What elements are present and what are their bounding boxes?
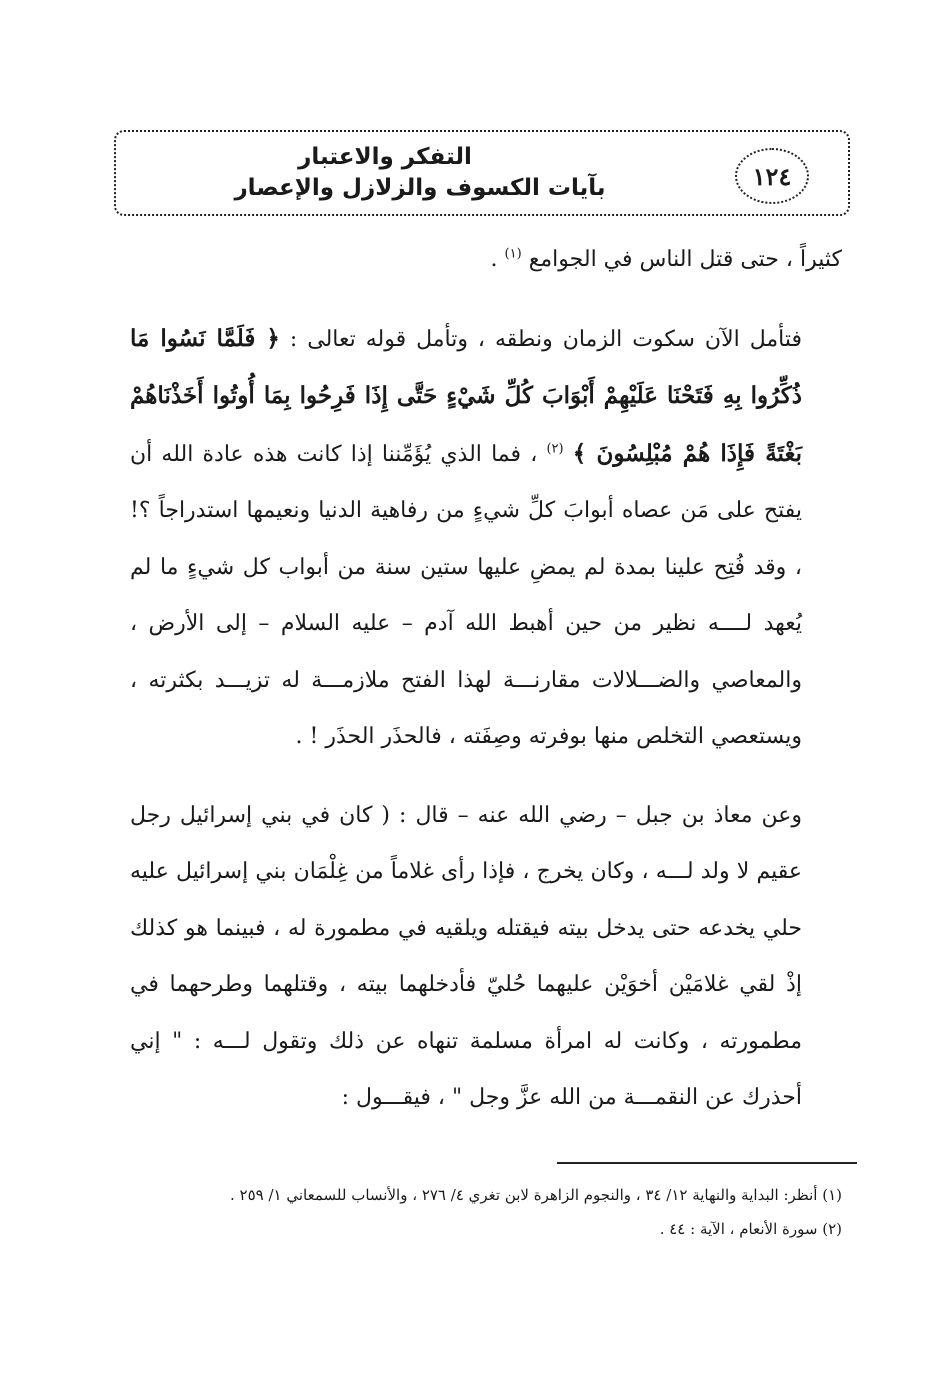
page-number: ١٢٤	[735, 148, 809, 204]
continuation-end: .	[490, 247, 505, 272]
footnote-ref-2: (٢)	[546, 441, 564, 457]
footnote-2: (٢) سورة الأنعام ، الآية : ٤٤ .	[659, 1220, 842, 1238]
paragraph-continuation	[130, 232, 842, 289]
paragraph-intro: فتأمل الآن سكوت الزمان ونطقه ، وتأمل قوله تعالى :	[279, 326, 803, 352]
footnote-ref-1: (١)	[504, 246, 522, 262]
paragraph-rest: ، فما الذي يُؤَمِّننا إذا كانت هذه عادة الله أن يفتح على مَن عصاه أبوابَ كلِّ شيءٍ من رفاهية الدنيا ونعيمها استدراجاً ؟! ، وقد فُتِح علينا بمدة لم يمضِ عليها ستين سنة من أبواب كل شيءٍ ما لم يُعهد لــــه نظير من حين أهبط الله آدم – عليه السلام – إلى الأرض ، والمعاصي والضـــلالات مقارنـــة لهذا الفتح ملازمـــة له تزيـــد بكثرته ، ويستعصي التخلص منها بوفرته وصِفَته ، فالحذَر الحذَر ! .	[130, 441, 802, 749]
paragraph-quran-reflection	[130, 311, 842, 766]
footnote-1: (١) أنظر: البداية والنهاية ١٢/ ٣٤ ، والنجوم الزاهرة لابن تغري ٤/ ٢٧٦ ، والأنساب للسمعاني ١/ ٢٥٩ .	[230, 1186, 842, 1204]
header-title-line-1: التفكر والاعتبار	[298, 144, 472, 170]
header-title-line-2: بآيات الكسوف والزلازل والإعصار	[234, 175, 606, 201]
footnote-separator	[557, 1162, 857, 1164]
paragraph-muadh-narration: وعن معاذ بن جبل – رضي الله عنه – قال : ( كان في بني إسرائيل رجل عقيم لا ولد لـــه ، وكان يخرج ، فإذا رأى غلاماً من غِلْمَان بني إسرائيل عليه حلي يخدعه حتى يدخل بيته فيقتله ويلقيه في مطمورة له ، فبينما هو كذلك إذْ لقي غلامَيْن أخوَيْن عليهما حُليّ فأدخلهما بيته ، وقتلهما وطرحهما في مطمورته ، وكانت له امرأة مسلمة تنهاه عن ذلك وتقول لـــه : " إني أحذرك عن النقمـــة من الله عزَّ وجل " ، فيقـــول :	[130, 802, 802, 1110]
main-text	[130, 232, 842, 1127]
footnotes	[130, 1178, 842, 1246]
continuation-text: كثيراً ، حتى قتل الناس في الجوامع	[528, 247, 842, 272]
quran-verse: ﴿ فَلَمَّا نَسُوا مَا ذُكِّرُوا بِهِ فَتَحْنَا عَلَيْهِمْ أَبْوَابَ كُلِّ شَيْءٍ حَتَّى إِذَا فَرِحُوا بِمَا أُوتُوا أَخَذْنَاهُمْ بَغْتَةً فَإِذَا هُمْ مُبْلِسُونَ ﴾	[130, 324, 802, 467]
running-header	[140, 142, 700, 204]
